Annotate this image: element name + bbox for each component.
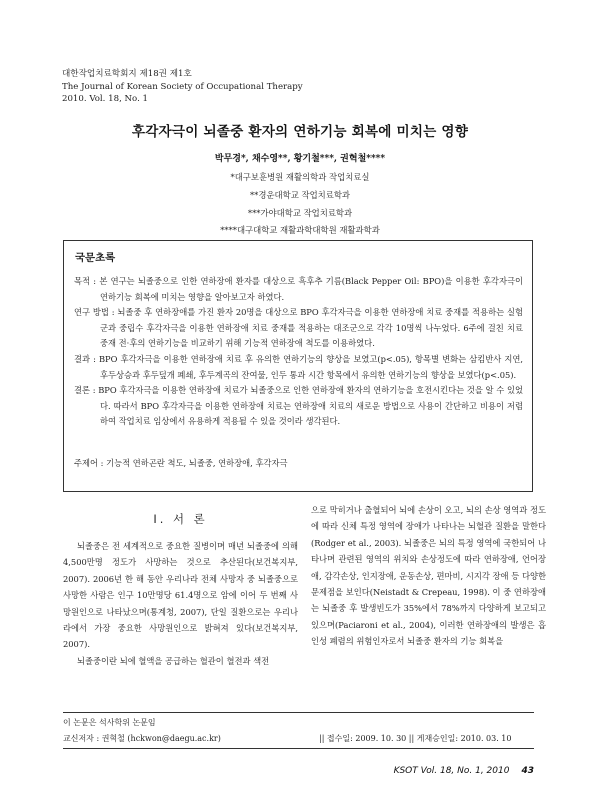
footnote-dates: || 접수일: 2009. 10. 30 || 게재승인일: 2010. 03. 10 <box>319 734 512 743</box>
abstract-results: 결과 : BPO 후각자극을 이용한 연하장애 치료 후 유의한 연하기능의 향상을 보였고(p<.05), 항목별 변화는 삼킴반사 지연, 후두상승과 후두덮개 폐쇄, 후두계곡의 잔여물, 인두 통과 시간 항목에서 유의한 연하기능의 향상을 보였다(p<.05). <box>74 353 523 380</box>
affiliation-1: *대구보훈병원 재활의학과 작업치료실 <box>230 172 370 182</box>
abstract-body <box>74 274 523 430</box>
footnote-divider <box>63 712 534 713</box>
affiliations <box>0 169 600 240</box>
intro-paragraph-continued: 으로 막히거나 출혈되어 뇌에 손상이 오고, 뇌의 손상 영역과 정도에 따라 신체 특정 영역에 장애가 나타나는 뇌혈관 질환을 말한다(Rodger et al., 2003). 뇌졸중은 뇌의 특정 영역에 국한되어 나타나며 관련된 영역의 위치와 손상정도에 따라 연하장애, 언어장애, 감각손상, 인지장애, 운동손상, 편마비, 시지각 장애 등 다양한 문제점을 보인다(Neistadt & Crepeau, 1998). 이 중 연하장애는 뇌졸중 후 발생빈도가 35%에서 78%까지 다양하게 보고되고 있으며(Paciaroni et al., 2004), 이러한 연하장애의 발생은 흡인성 폐렴의 위험인자로서 뇌졸중 환자의 기능 회복을 <box>311 505 546 647</box>
right-column <box>311 502 546 650</box>
page-footer <box>394 766 534 776</box>
footer-journal: KSOT Vol. 18, No. 1, 2010 <box>393 766 510 776</box>
intro-paragraph-2: 뇌졸중이란 뇌에 혈액을 공급하는 혈관이 혈전과 색전 <box>77 655 270 666</box>
abstract-purpose: 목적 : 본 연구는 뇌졸중으로 인한 연하장애 환자를 대상으로 흑후추 기름(Black Pepper Oil: BPO)을 이용한 후각자극이 연하기능 회복에 미치는 영향을 알아보고자 하였다. <box>74 276 523 302</box>
abstract-conclusion: 결론 : BPO 후각자극을 이용한 연하장애 치료가 뇌졸중으로 인한 연하장애 환자의 연하기능을 호전시킨다는 것을 알 수 있었다. 따라서 BPO 후각자극을 이용한 연하장애 치료는 연하장애 치료의 새로운 방법으로 사용이 간단하고 비용이 저렴하여 작업치료 임상에서 유용하게 적용될 수 있을 것이라 생각된다. <box>74 385 523 427</box>
section-heading-introduction: Ⅰ. 서 론 <box>153 512 208 526</box>
affiliation-2: **경운대학교 작업치료학과 <box>249 189 351 200</box>
journal-korean: 대한작업치료학회지 제18권 제1호 <box>62 69 192 79</box>
abstract-box <box>63 240 533 492</box>
keywords: 주제어 : 기능적 연하곤란 척도, 뇌졸중, 연하장애, 후각자극 <box>74 458 288 468</box>
abstract-method: 연구 방법 : 뇌졸중 후 연하장애를 가진 환자 20명을 대상으로 BPO 후각자극을 이용한 연하장애 치료 중재를 적용하는 실험군과 중립수 후각자극을 이용한 연하장애 치료 중재를 적용하는 대조군으로 각각 10명씩 나누었다. 6주에 걸친 치료 중재 전·후의 연하기능을 비교하기 위해 기능적 연하장애 척도를 이용하였다. <box>74 307 523 349</box>
paper-title: 후각자극이 뇌졸중 환자의 연하기능 회복에 미치는 영향 <box>131 124 469 140</box>
journal-volume: 2010. Vol. 18, No. 1 <box>62 94 149 105</box>
page-number: 43 <box>521 766 534 776</box>
footnote-thesis: 이 논문은 석사학위 논문임 <box>63 718 156 727</box>
footnote-corresponding-author: 교신저자 : 권혁철 (hckwon@daegu.ac.kr) <box>63 734 221 743</box>
affiliation-4: ****대구대학교 재활과학대학원 재활과학과 <box>220 225 380 236</box>
journal-english: The Journal of Korean Society of Occupational Therapy <box>62 81 303 92</box>
author-list: 박무경*, 채수영**, 황기철***, 권혁철**** <box>214 154 386 164</box>
journal-header <box>62 68 303 106</box>
abstract-heading: 국문초록 <box>75 252 116 264</box>
footnote-bottom-divider <box>63 748 534 749</box>
affiliation-3: ***가야대학교 작업치료학과 <box>247 207 353 218</box>
left-column <box>63 512 298 669</box>
intro-paragraph-1: 뇌졸중은 전 세계적으로 중요한 질병이며 매년 뇌졸중에 의해 4,500만명 정도가 사망하는 것으로 추산된다(보건복지부, 2007). 2006년 한 해 동안 우리나라 전체 사망자 중 뇌졸중으로 사망한 사람은 인구 10만명당 61.4명으로 암에 이어 두 번째 사망원인으로 나타났으며(통계청, 2007), 단일 질환으로는 우리나라에서 가장 중요한 사망원인으로 밝혀져 있다(보건복지부, 2007). <box>63 541 298 650</box>
